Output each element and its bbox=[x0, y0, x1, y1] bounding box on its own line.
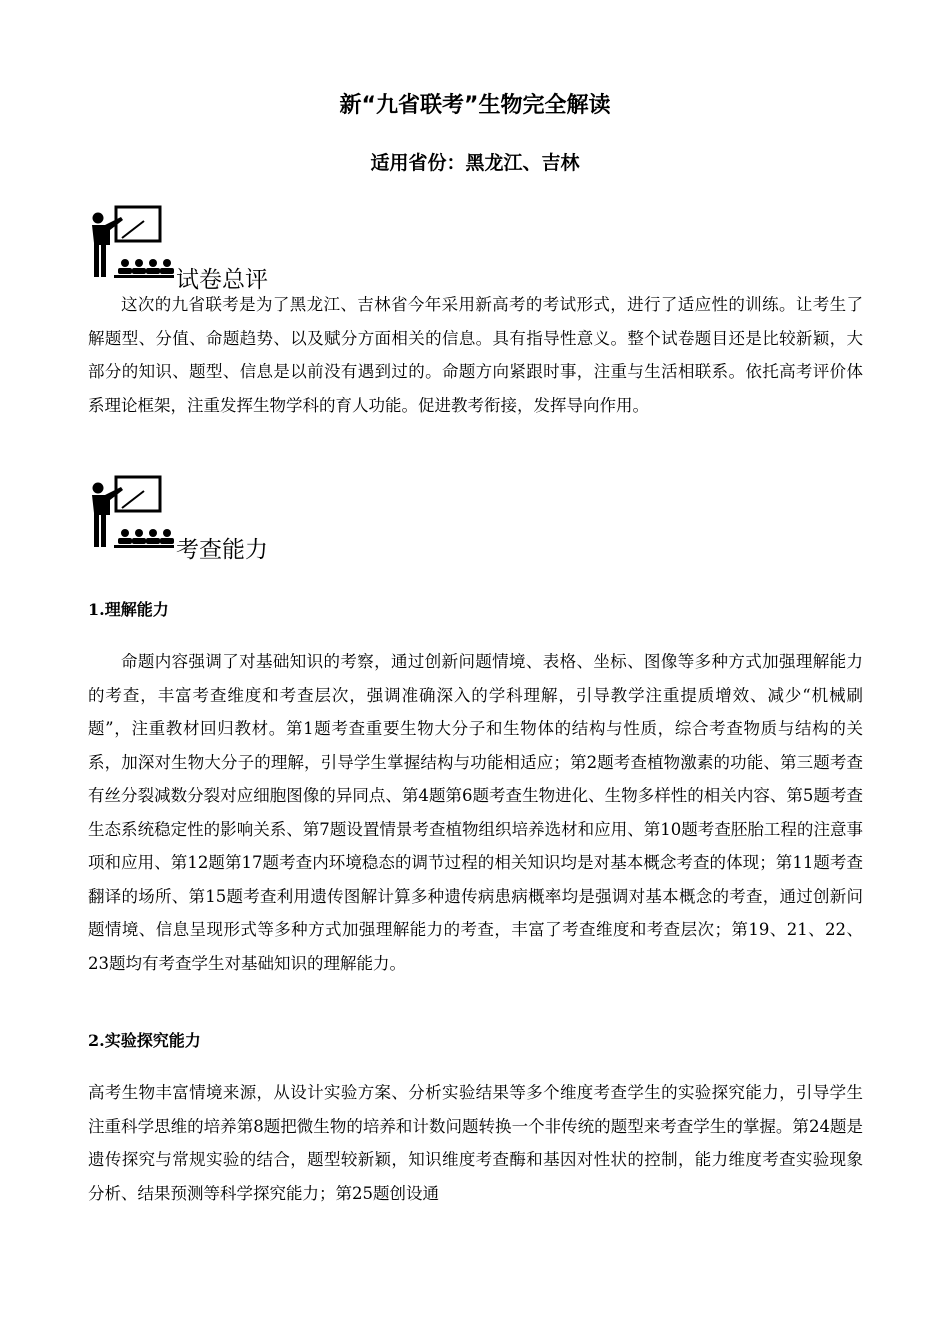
document-title: 新“九省联考”生物完全解读 bbox=[339, 93, 611, 118]
experiment-paragraph: 高考生物丰富情境来源，从设计实验方案、分析实验结果等多个维度考查学生的实验探究能力，引导学生注重科学思维的培养第8题把微生物的培养和计数问题转换一个非传统的题型来考查学生的掌握。第24题是遗传探究与常规实验的结合，题型较新颖，知识维度考查酶和基因对性状的控制，能力维度考查实验现象分析、结果预测等科学探究能力；第25题创设通 bbox=[88, 1083, 863, 1203]
comprehension-paragraph: 命题内容强调了对基础知识的考察，通过创新问题情境、表格、坐标、图像等多种方式加强理解能力的考查，丰富考查维度和考查层次，强调准确深入的学科理解，引导教学注重提质增效、减少“机械刷题”，注重教材回归教材。第1题考查重要生物大分子和生物体的结构与性质，综合考查物质与结构的关系，加深对生物大分子的理解，引导学生掌握结构与功能相适应；第2题考查植物激素的功能、第三题考查有丝分裂减数分裂对应细胞图像的异同点、第4题第6题考查生物进化、生物多样性的相关内容、第5题考查生态系统稳定性的影响关系、第7题设置情景考查植物组织培养选材和应用、第10题考查胚胎工程的注意事项和应用、第12题第17题考查内环境稳态的调节过程的相关知识均是对基本概念考查的体现；第11题考查翻译的场所、第15题考查利用遗传图解计算多种遗传病患病概率均是强调对基本概念的考查，通过创新问题情境、信息呈现形式等多种方式加强理解能力的考查，丰富了考查维度和考查层次；第19、21、22、23题均有考查学生对基础知识的理解能力。 bbox=[88, 652, 863, 973]
ability-heading-comprehension: 1.理解能力 bbox=[88, 600, 169, 619]
ability-heading-experiment: 2.实验探究能力 bbox=[88, 1031, 201, 1050]
document-subtitle: 适用省份：黑龙江、吉林 bbox=[370, 152, 580, 174]
section-heading: 考查能力 bbox=[176, 537, 268, 563]
section-heading: 试卷总评 bbox=[176, 267, 268, 293]
overview-paragraph: 这次的九省联考是为了黑龙江、吉林省今年采用新高考的考试形式，进行了适应性的训练。让考生了解题型、分值、命题趋势、以及赋分方面相关的信息。具有指导性意义。整个试卷题目还是比较新颖，大部分的知识、题型、信息是以前没有遇到过的。命题方向紧跟时事，注重与生活相联系。依托高考评价体系理论框架，注重发挥生物学科的育人功能。促进教考衔接，发挥导向作用。 bbox=[88, 295, 863, 415]
section-header-abilities bbox=[88, 475, 488, 563]
section-header-overview bbox=[88, 205, 488, 293]
teacher-board-icon bbox=[88, 205, 174, 280]
teacher-board-icon bbox=[88, 475, 174, 550]
